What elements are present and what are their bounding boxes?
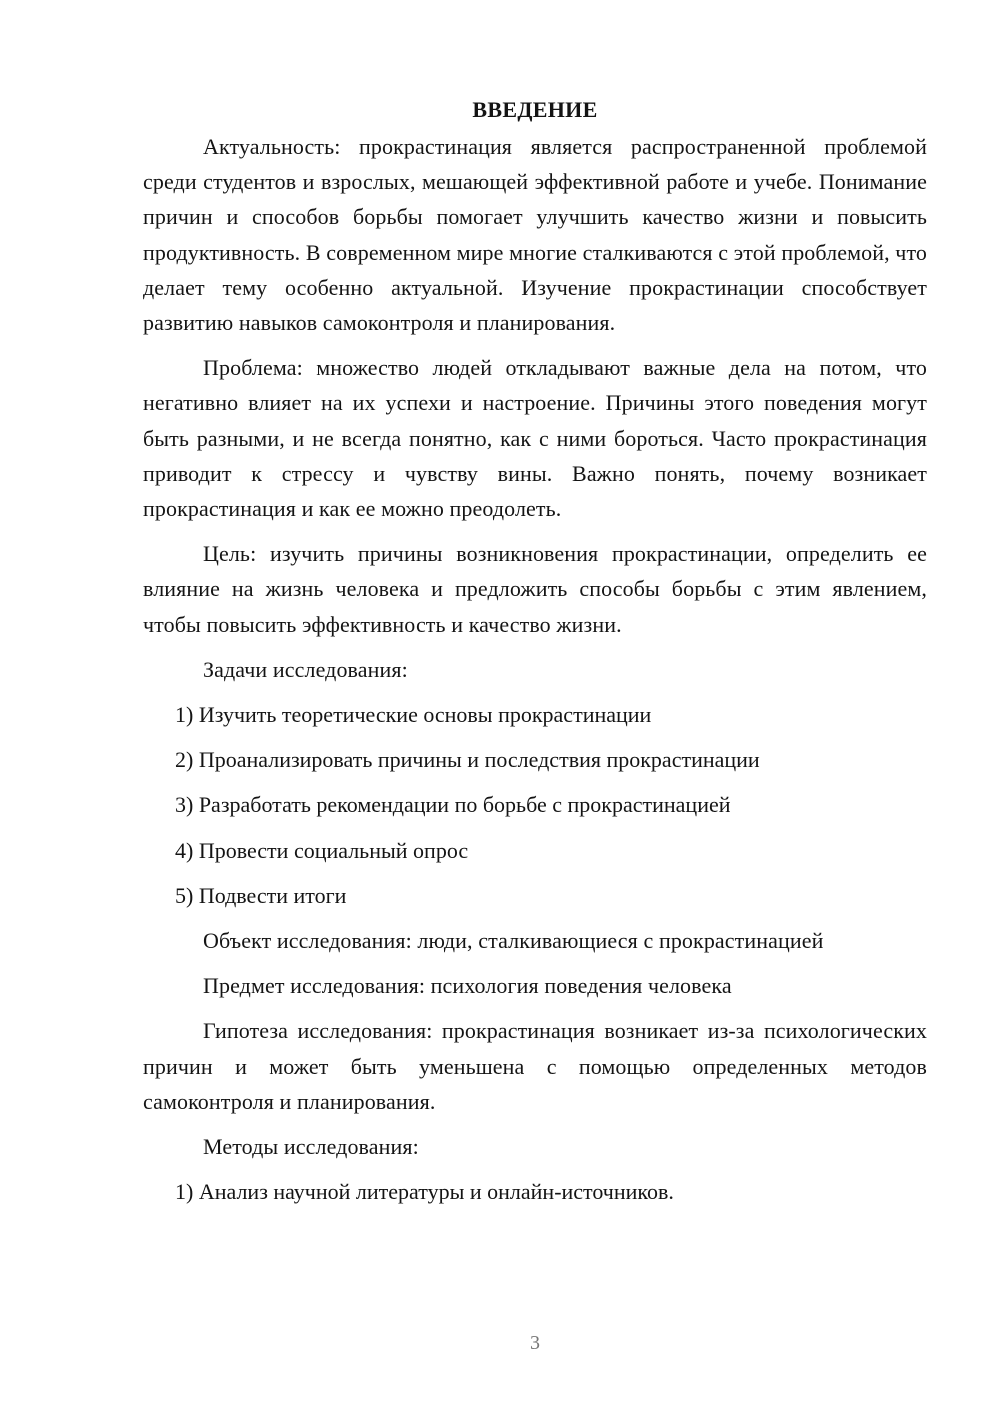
page-content — [143, 92, 927, 1219]
methods-heading: Методы исследования: — [203, 1134, 419, 1160]
relevance-paragraph: Актуальность: прокрастинация является распространенной проблемой среди студентов и взрослых, мешающей эффективной работе и учебе. Понимание причин и способов борьбы помогает улучшить качество жизни и повысить продуктивность. В современном мире многие сталкиваются с этой проблемой, что делает тему особенно актуальной. Изучение прокрастинации способствует развитию навыков самоконтроля и планирования. — [143, 134, 927, 336]
task-item-3: 3) Разработать рекомендации по борьбе с прокрастинацией — [175, 792, 731, 818]
task-item-2: 2) Проанализировать причины и последствия прокрастинации — [175, 747, 760, 773]
task-item-5: 5) Подвести итоги — [175, 882, 347, 908]
section-title: ВВЕДЕНИЕ — [472, 97, 598, 122]
task-item-1: 1) Изучить теоретические основы прокрастинации — [175, 702, 652, 728]
task-item-4: 4) Провести социальный опрос — [175, 837, 469, 863]
hypothesis-paragraph: Гипотеза исследования: прокрастинация возникает из-за психологических причин и может быть уменьшена с помощью определенных методов самоконтроля и планирования. — [143, 1018, 927, 1114]
method-item-1: 1) Анализ научной литературы и онлайн-источников. — [175, 1179, 674, 1205]
tasks-heading: Задачи исследования: — [203, 656, 408, 682]
problem-paragraph: Проблема: множество людей откладывают важные дела на потом, что негативно влияет на их успехи и настроение. Причины этого поведения могут быть разными, и не всегда понятно, как с ними бороться. Часто прокрастинация приводит к стрессу и чувству вины. Важно понять, почему возникает прокрастинация и как ее можно преодолеть. — [143, 355, 927, 522]
page-number: 3 — [530, 1332, 540, 1354]
subject-paragraph: Предмет исследования: психология поведения человека — [203, 973, 732, 999]
goal-paragraph: Цель: изучить причины возникновения прокрастинации, определить ее влияние на жизнь человека и предложить способы борьбы с этим явлением, чтобы повысить эффективность и качество жизни. — [143, 541, 927, 637]
object-paragraph: Объект исследования: люди, сталкивающиеся с прокрастинацией — [203, 928, 824, 954]
